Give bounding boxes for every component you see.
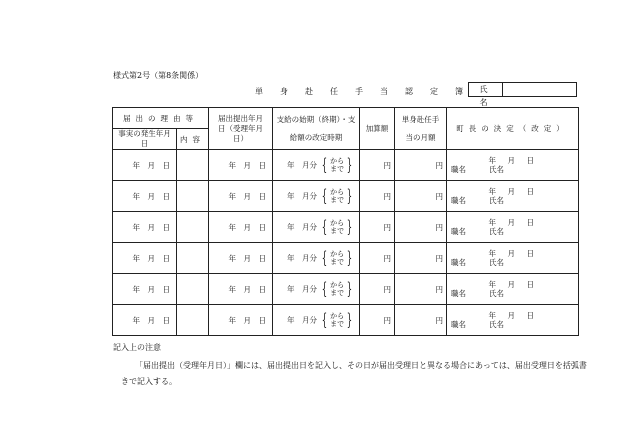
- submission-date-cell[interactable]: [209, 243, 273, 274]
- month-part-text: 年 月分: [286, 253, 317, 262]
- from-to-bracket: [319, 154, 355, 175]
- right-brace-icon: }: [346, 185, 353, 206]
- person-name-label: 氏名: [489, 289, 504, 298]
- payment-period-cell[interactable]: [273, 150, 360, 181]
- added-amount-cell[interactable]: [360, 274, 395, 305]
- yen-unit: 円: [435, 284, 443, 294]
- right-brace-icon: }: [346, 247, 353, 268]
- header-monthly-allowance: 単身赴任手当の月額: [395, 108, 447, 150]
- decision-date-text: 年 月 日: [488, 187, 536, 196]
- yen-unit: 円: [383, 222, 391, 232]
- title-char: 身: [280, 87, 288, 96]
- job-title-label: 職名: [451, 227, 466, 236]
- notes-title: 記入上の注意: [113, 343, 161, 352]
- title-char: 任: [330, 87, 338, 96]
- month-part-text: 年 月分: [286, 160, 317, 169]
- left-brace-icon: {: [322, 247, 328, 268]
- date-text: 年 月 日: [132, 191, 170, 201]
- to-text: まで: [330, 320, 345, 328]
- content-cell[interactable]: [177, 243, 209, 274]
- header-content: 内容: [177, 129, 209, 150]
- date-text: 年 月 日: [228, 253, 266, 263]
- title-char: 当: [380, 87, 388, 96]
- left-brace-icon: {: [322, 216, 328, 237]
- name-box: [468, 82, 577, 107]
- table-row: [113, 274, 579, 305]
- from-text: から: [330, 312, 345, 320]
- header-mayor-decision: 町長の決定（改定）: [447, 108, 579, 150]
- monthly-allowance-cell[interactable]: [395, 274, 447, 305]
- added-amount-cell[interactable]: [360, 212, 395, 243]
- month-part-text: 年 月分: [286, 284, 317, 293]
- date-text: 年 月 日: [132, 253, 170, 263]
- from-to-bracket: [319, 247, 355, 268]
- person-name-label: 氏名: [489, 258, 504, 267]
- submission-date-cell[interactable]: [209, 212, 273, 243]
- occurrence-date-cell[interactable]: [113, 274, 177, 305]
- table-row: [113, 305, 579, 336]
- form-title: [255, 86, 480, 97]
- form-label: 様式第2号（第8条関係）: [113, 71, 204, 80]
- submission-date-cell[interactable]: [209, 181, 273, 212]
- added-amount-cell[interactable]: [360, 181, 395, 212]
- table-row: [113, 243, 579, 274]
- occurrence-date-cell[interactable]: [113, 181, 177, 212]
- added-amount-cell[interactable]: [360, 243, 395, 274]
- yen-unit: 円: [383, 284, 391, 294]
- monthly-allowance-cell[interactable]: [395, 305, 447, 336]
- occurrence-date-cell[interactable]: [113, 305, 177, 336]
- monthly-allowance-cell[interactable]: [395, 150, 447, 181]
- payment-period-cell[interactable]: [273, 181, 360, 212]
- monthly-allowance-cell[interactable]: [395, 243, 447, 274]
- to-text: まで: [330, 196, 345, 204]
- content-cell[interactable]: [177, 181, 209, 212]
- decision-date-text: 年 月 日: [488, 156, 536, 165]
- title-char: 認: [405, 87, 413, 96]
- to-text: まで: [330, 165, 345, 173]
- header-added-amount: 加算額: [360, 108, 395, 150]
- added-amount-cell[interactable]: [360, 305, 395, 336]
- header-submission-date: 届出提出年月日（受理年月日）: [209, 108, 273, 150]
- table-row: [113, 212, 579, 243]
- month-part-text: 年 月分: [286, 315, 317, 324]
- yen-unit: 円: [435, 191, 443, 201]
- to-text: まで: [330, 258, 345, 266]
- from-text: から: [330, 250, 345, 258]
- decision-date-text: 年 月 日: [488, 280, 536, 289]
- notes-body: 「届出提出（受理年月日）」欄には、届出提出日を記入し、その日が届出受理日と異なる場合にあっては、届出受理日を括弧書きで記入する。: [121, 361, 587, 386]
- right-brace-icon: }: [346, 154, 353, 175]
- occurrence-date-cell[interactable]: [113, 212, 177, 243]
- right-brace-icon: }: [346, 278, 353, 299]
- to-text: まで: [330, 289, 345, 297]
- date-text: 年 月 日: [132, 284, 170, 294]
- from-text: から: [330, 281, 345, 289]
- person-name-label: 氏名: [489, 227, 504, 236]
- header-payment-period: 支給の始期（終期）・支給額の改定時期: [273, 108, 360, 150]
- from-to-bracket: [319, 216, 355, 237]
- payment-period-cell[interactable]: [273, 243, 360, 274]
- job-title-label: 職名: [451, 320, 466, 329]
- name-field[interactable]: [503, 83, 576, 96]
- right-brace-icon: }: [346, 216, 353, 237]
- title-char: 簿: [455, 87, 463, 96]
- yen-unit: 円: [435, 315, 443, 325]
- content-cell[interactable]: [177, 305, 209, 336]
- payment-period-cell[interactable]: [273, 305, 360, 336]
- table-row: [113, 181, 579, 212]
- date-text: 年 月 日: [228, 160, 266, 170]
- yen-unit: 円: [435, 253, 443, 263]
- date-text: 年 月 日: [132, 315, 170, 325]
- date-text: 年 月 日: [132, 160, 170, 170]
- yen-unit: 円: [383, 315, 391, 325]
- person-name-label: 氏名: [489, 196, 504, 205]
- occurrence-date-cell[interactable]: [113, 150, 177, 181]
- decision-date-text: 年 月 日: [488, 249, 536, 258]
- job-title-label: 職名: [451, 165, 466, 174]
- month-part-text: 年 月分: [286, 191, 317, 200]
- title-char: 手: [355, 87, 363, 96]
- content-cell[interactable]: [177, 274, 209, 305]
- job-title-label: 職名: [451, 196, 466, 205]
- table-row: [113, 150, 579, 181]
- submission-date-cell[interactable]: [209, 150, 273, 181]
- submission-date-cell[interactable]: [209, 305, 273, 336]
- added-amount-cell[interactable]: [360, 150, 395, 181]
- job-title-label: 職名: [451, 258, 466, 267]
- decision-cell[interactable]: [447, 150, 579, 181]
- decision-cell[interactable]: [447, 181, 579, 212]
- occurrence-date-cell[interactable]: [113, 243, 177, 274]
- content-cell[interactable]: [177, 212, 209, 243]
- header-reason-group: 届出の理由等: [113, 108, 209, 129]
- date-text: 年 月 日: [228, 315, 266, 325]
- name-label: 氏名: [469, 83, 503, 96]
- to-text: まで: [330, 227, 345, 235]
- decision-date-text: 年 月 日: [488, 311, 536, 320]
- yen-unit: 円: [435, 160, 443, 170]
- title-char: 単: [255, 87, 263, 96]
- allowance-register-table: [112, 107, 579, 336]
- left-brace-icon: {: [322, 154, 328, 175]
- payment-period-cell[interactable]: [273, 274, 360, 305]
- from-to-bracket: [319, 309, 355, 330]
- content-cell[interactable]: [177, 150, 209, 181]
- title-char: 赴: [305, 87, 313, 96]
- decision-cell[interactable]: [447, 243, 579, 274]
- date-text: 年 月 日: [228, 191, 266, 201]
- yen-unit: 円: [435, 222, 443, 232]
- yen-unit: 円: [383, 253, 391, 263]
- date-text: 年 月 日: [228, 222, 266, 232]
- decision-cell[interactable]: [447, 212, 579, 243]
- header-occurrence-date: 事実の発生年月日: [113, 129, 177, 150]
- date-text: 年 月 日: [132, 222, 170, 232]
- payment-period-cell[interactable]: [273, 212, 360, 243]
- decision-cell[interactable]: [447, 305, 579, 336]
- yen-unit: 円: [383, 191, 391, 201]
- person-name-label: 氏名: [489, 165, 504, 174]
- submission-date-cell[interactable]: [209, 274, 273, 305]
- date-text: 年 月 日: [228, 284, 266, 294]
- monthly-allowance-cell[interactable]: [395, 212, 447, 243]
- month-part-text: 年 月分: [286, 222, 317, 231]
- yen-unit: 円: [383, 160, 391, 170]
- job-title-label: 職名: [451, 289, 466, 298]
- decision-cell[interactable]: [447, 274, 579, 305]
- from-text: から: [330, 188, 345, 196]
- monthly-allowance-cell[interactable]: [395, 181, 447, 212]
- title-char: 定: [430, 87, 438, 96]
- left-brace-icon: {: [322, 278, 328, 299]
- from-to-bracket: [319, 278, 355, 299]
- person-name-label: 氏名: [489, 320, 504, 329]
- left-brace-icon: {: [322, 309, 328, 330]
- from-text: から: [330, 219, 345, 227]
- left-brace-icon: {: [322, 185, 328, 206]
- from-text: から: [330, 157, 345, 165]
- right-brace-icon: }: [346, 309, 353, 330]
- from-to-bracket: [319, 185, 355, 206]
- decision-date-text: 年 月 日: [488, 218, 536, 227]
